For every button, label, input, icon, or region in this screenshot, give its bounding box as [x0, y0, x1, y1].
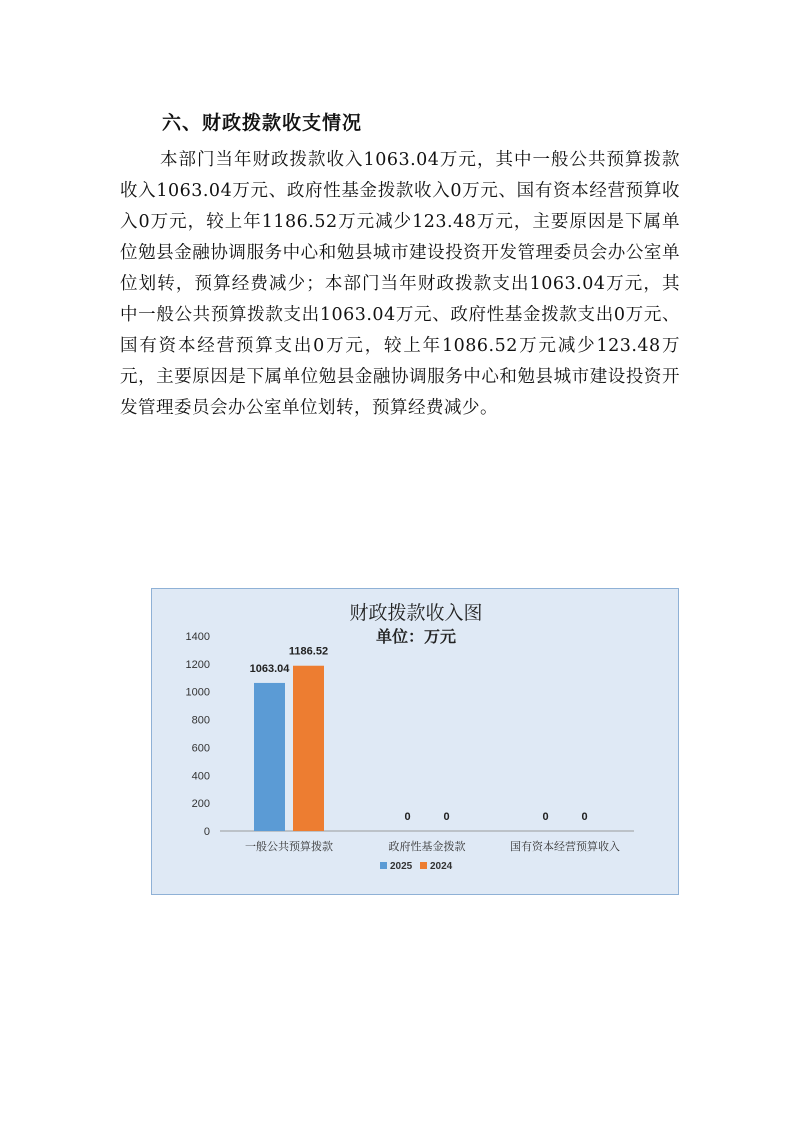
bar-2024-0 — [293, 666, 324, 831]
y-tick-label: 0 — [203, 826, 210, 838]
legend-swatch-2024 — [420, 862, 427, 869]
bar-chart — [152, 589, 680, 896]
x-tick-label: 政府性基金拨款 — [388, 841, 466, 853]
x-tick-label: 一般公共预算拨款 — [245, 841, 333, 853]
legend-swatch-2025 — [380, 862, 387, 869]
data-label: 1186.52 — [288, 645, 329, 658]
data-label: 0 — [542, 811, 549, 823]
section-paragraph: 本部门当年财政拨款收入1063.04万元，其中一般公共预算拨款收入1063.04万元、政府性基金拨款收入0万元、国有资本经营预算收入0万元，较上年1186.52万元减少123.48万元，主要原因是下属单位勉县金融协调服务中心和勉县城市建设投资开发管理委员会办公室单位划转，预算经费减少；本部门当年财政拨款支出1063.04万元，其中一般公共预算拨款支出1063.04万元、政府性基金拨款支出0万元、国有资本经营预算支出0万元，较上年1086.52万元减少123.48万元，主要原因是下属单位勉县金融协调服务中心和勉县城市建设投资开发管理委员会办公室单位划转，预算经费减少。 — [120, 150, 680, 418]
y-tick-label: 1200 — [185, 658, 210, 671]
y-tick-label: 800 — [191, 714, 210, 727]
x-tick-label: 国有资本经营预算收入 — [510, 841, 620, 853]
legend-label: 2025 — [390, 861, 413, 872]
y-tick-label: 600 — [191, 742, 210, 755]
data-label: 0 — [581, 811, 588, 823]
chart-container — [151, 588, 679, 895]
chart-title: 财政拨款收入图 — [349, 602, 483, 624]
y-tick-label: 400 — [191, 770, 210, 783]
data-label: 0 — [404, 811, 411, 823]
y-tick-label: 1400 — [185, 631, 210, 643]
data-label: 0 — [443, 811, 450, 823]
chart-subtitle: 单位：万元 — [375, 627, 457, 646]
bar-2025-0 — [254, 683, 285, 831]
legend-label: 2024 — [430, 861, 453, 872]
section-heading: 六、财政拨款收支情况 — [162, 112, 363, 134]
y-tick-label: 1000 — [185, 686, 210, 699]
data-label: 1063.04 — [249, 662, 290, 675]
y-tick-label: 200 — [191, 798, 210, 811]
